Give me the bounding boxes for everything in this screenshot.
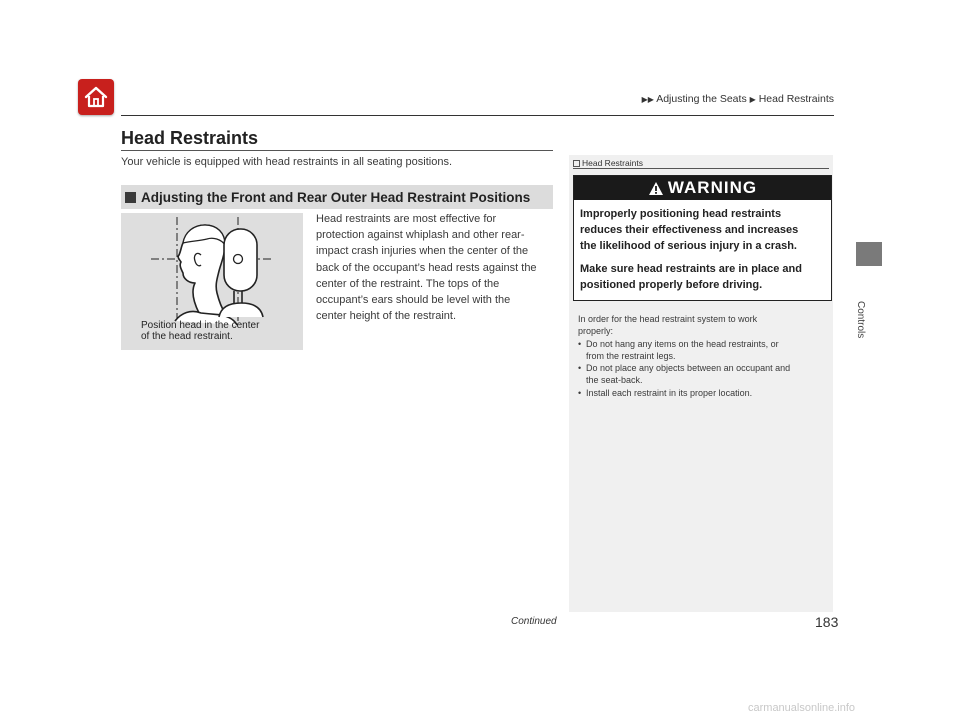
figure-caption-line: Position head in the center [141,320,260,331]
warning-triangle-icon [648,181,664,196]
bullet-line: Install each restraint in its proper location. [586,387,753,398]
warning-header [574,176,831,200]
breadcrumb-arrow-icon: ▶ [749,95,756,104]
list-item [578,387,828,399]
warning-title: WARNING [667,178,758,197]
chapter-tab-label[interactable]: Controls [855,301,866,339]
warning-box [573,175,832,301]
chapter-tab-marker[interactable] [856,242,882,266]
figure-caption [141,320,259,342]
title-divider [121,150,553,151]
body-line: back of the occupant’s head rests against the [316,261,537,274]
body-text [316,211,556,324]
head-restraint-illustration [121,213,303,350]
body-line: impact crash injuries when the center of the [316,245,529,258]
info-text [578,313,828,399]
bullet-icon: • [578,338,582,349]
header-divider [121,115,834,116]
warning-line: reduces their effectiveness and increases [580,224,799,236]
bullet-line: from the restraint legs. [586,350,676,361]
bullet-icon: • [578,363,582,374]
info-line: In order for the head restraint system to work [578,314,758,324]
bullet-line: Do not hang any items on the head restraints, or [586,338,779,349]
note-marker-icon [573,160,580,167]
breadcrumb-item-seats[interactable]: Adjusting the Seats [656,93,747,105]
figure-caption-line: of the head restraint. [141,331,233,342]
warning-paragraph [580,261,824,293]
breadcrumb [598,93,834,105]
section-title: Adjusting the Front and Rear Outer Head Restraint Positions [141,189,531,205]
body-line: center height of the restraint. [316,310,457,323]
note-heading-text: Head Restraints [582,158,643,168]
list-item [578,362,828,387]
breadcrumb-item-head-restraints[interactable]: Head Restraints [758,93,834,105]
warning-line: Make sure head restraints are in place and [580,263,802,275]
info-line: properly: [578,326,614,337]
breadcrumb-arrow-icon: ▶▶ [641,95,654,104]
body-line: occupant’s ears should be level with the [316,294,511,307]
intro-text: Your vehicle is equipped with head restraints in all seating positions. [121,156,453,168]
continued-label: Continued [511,616,557,627]
home-icon [83,85,109,109]
warning-paragraph [580,206,824,254]
info-intro [578,313,828,338]
warning-line: Improperly positioning head restraints [580,208,782,220]
page-title: Head Restraints [121,128,259,148]
body-line: center of the restraint. The tops of the [316,277,500,290]
section-square-icon [125,192,136,203]
bullet-line: Do not place any objects between an occupant and [586,363,791,374]
home-button[interactable] [78,79,114,115]
list-item [578,338,828,363]
note-divider [573,168,829,169]
body-line: protection against whiplash and other rear- [316,229,525,242]
body-line: Head restraints are most effective for [316,213,497,225]
info-bullet-list [578,338,828,399]
warning-line: positioned properly before driving. [580,279,763,291]
watermark: carmanualsonline.info [748,702,856,714]
warning-text [574,200,831,293]
note-heading [573,158,643,168]
section-header [121,185,553,209]
warning-line: the likelihood of serious injury in a crash. [580,240,797,252]
page-number: 183 [815,614,839,630]
bullet-icon: • [578,387,582,398]
bullet-line: the seat-back. [586,375,643,386]
